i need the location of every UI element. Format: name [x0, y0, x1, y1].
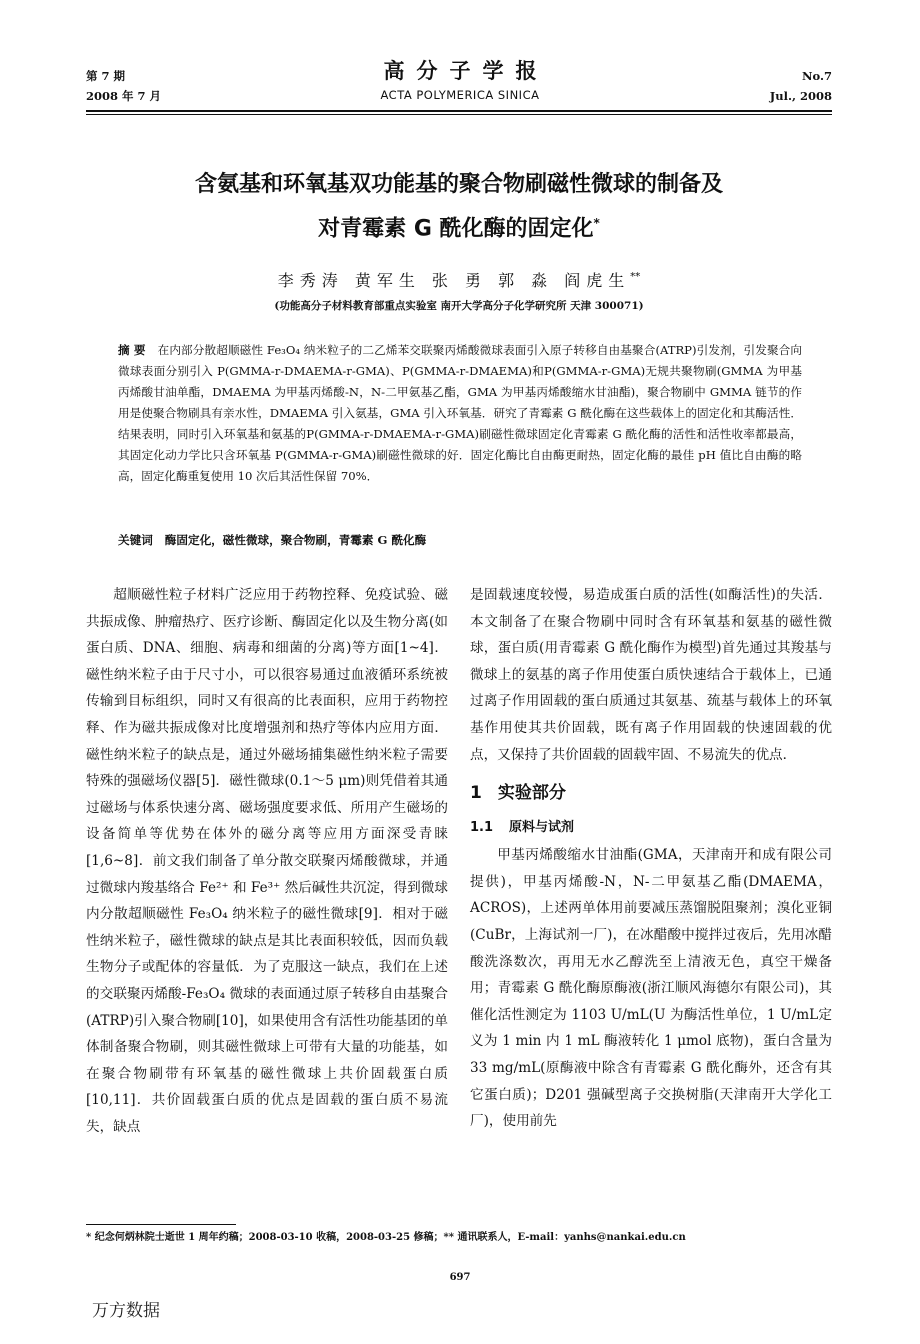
issue-cn: 第 7 期: [86, 69, 126, 83]
section-title: 实验部分: [497, 783, 566, 804]
author-list: [86, 268, 832, 291]
abstract: [118, 340, 802, 487]
keywords-label: 关键词: [118, 533, 153, 547]
page-number: 697: [449, 1272, 471, 1283]
keywords: [118, 530, 802, 550]
intro-paragraph: 超顺磁性粒子材料广泛应用于药物控释、免疫试验、磁共振成像、肿瘤热疗、医疗诊断、酶固定化以及生物分离(如蛋白质、DNA、细胞、病毒和细菌的分离)等方面[1~4]．磁性纳米粒子由于尺寸小，可以很容易通过血液循环系统被传输到目标组织，同时又有很高的比表面积，应用于药物控释、作为磁共振成像对比度增强剂和热疗等体内应用方面．磁性纳米粒子的缺点是，通过外磁场捕集磁性纳米粒子需要特殊的强磁场仪器[5]．磁性微球(0.1～5 μm)则凭借着其通过磁场与体系快速分离、磁场强度要求低、所用产生磁场的设备简单等优势在体外的磁分离等应用方面深受青睐[1,6~8]．前文我们制备了单分散交联聚丙烯酸微球，并通过微球内羧基络合 Fe²⁺ 和 Fe³⁺ 然后碱性共沉淀，得到微球内分散超顺磁性 Fe₃O₄ 纳米粒子的磁性微球[9]．相对于磁性纳米粒子，磁性微球的缺点是其比表面积较低，因而负载生物分子或配体的容量低．为了克服这一缺点，我们在上述的交联聚丙烯酸-Fe₃O₄ 微球的表面通过原子转移自由基聚合(ATRP)引入聚合物刷[10]，如果使用含有活性功能基团的单体制备聚合物刷，则其磁性微球上可带有大量的功能基，如在聚合物刷带有环氧基的磁性微球上共价固载蛋白质[10,11]．共价固载蛋白质的优点是固载的蛋白质不易流失，缺点: [86, 587, 448, 1135]
subsection-heading: [470, 816, 832, 840]
subsection-title: 原料与试剂: [509, 820, 575, 836]
affiliation: (功能高分子材料教育部重点实验室 南开大学高分子化学研究所 天津 300071): [274, 300, 644, 312]
section-number: 1: [470, 783, 482, 804]
header-issue-right: [770, 66, 832, 106]
date-en: Jul., 2008: [769, 89, 832, 103]
title-footnote-mark: *: [593, 216, 600, 230]
intro-paragraph-continued: 是固载速度较慢，易造成蛋白质的活性(如酶活性)的失活．本文制备了在聚合物刷中同时含有环氧基和氨基的磁性微球，蛋白质(用青霉素 G 酰化酶作为模型)首先通过其羧基与微球上的氨基的离子作用使蛋白质快速结合于载体上，已通过离子作用固载的蛋白质通过其氨基、巯基与载体上的环氧基作用使其共价固载，既有离子作用固载的快速固载的优点，又保持了共价固载的固载牢固、不易流失的优点．: [470, 587, 832, 763]
body-column-left: [86, 582, 448, 1140]
abstract-label: 摘 要: [118, 343, 146, 357]
issue-en: No.7: [802, 69, 832, 83]
title-line-1: 含氨基和环氧基双功能基的聚合物刷磁性微球的制备及: [194, 172, 723, 197]
materials-paragraph: 甲基丙烯酸缩水甘油酯(GMA，天津南开和成有限公司提供)，甲基丙烯酸-N，N-二甲氨基乙酯(DMAEMA，ACROS)，上述两单体用前要减压蒸馏脱阻聚剂；溴化亚铜(CuBr，上海试剂一厂)，在冰醋酸中搅拌过夜后，先用冰醋酸洗涤数次，再用无水乙醇洗至上清液无色，真空干燥备用；青霉素 G 酰化酶原酶液(浙江顺风海德尔有限公司)，其催化活性测定为 1103 U/mL(U 为酶活性单位，1 U/mL定义为 1 min 内 1 mL 酶液转化 1 μmol 底物)，蛋白含量为 33 mg/mL(原酶液中除含有青霉素 G 酰化酶外，还含有其它蛋白质)；D201 强碱型离子交换树脂(天津南开大学化工厂)，使用前先: [470, 847, 832, 1130]
header-issue-left: [86, 66, 161, 106]
title-line-2-wrap: [86, 204, 832, 248]
paper-title: [86, 166, 832, 248]
source-watermark: 万方数据: [92, 1301, 160, 1321]
footnote: * 纪念何炳林院士逝世 1 周年约稿；2008-03-10 收稿，2008-03-25 修稿；** 通讯联系人，E-mail：yanhs@nankai.edu.cn: [86, 1232, 686, 1243]
title-line-2: 对青霉素 G 酰化酶的固定化: [318, 216, 594, 242]
journal-name-en: ACTA POLYMERICA SINICA: [380, 88, 540, 102]
abstract-text: 在内部分散超顺磁性 Fe₃O₄ 纳米粒子的二乙烯苯交联聚丙烯酸微球表面引入原子转移自由基聚合(ATRP)引发剂，引发聚合向微球表面分别引入 P(GMMA-r-DMAEMA-r-GMA)、P(GMMA-r-DMAEMA)和P(GMMA-r-GMA)无规共聚物刷(GMMA 为甲基丙烯酸甘油单酯，DMAEMA 为甲基丙烯酸-N，N-二甲氨基乙酯，GMA 为甲基丙烯酸缩水甘油酯)，聚合物刷中 GMMA 链节的作用是使聚合物刷具有亲水性，DMAEMA 引入氨基，GMA 引入环氧基．研究了青霉素 G 酰化酶在这些载体上的固定化和其酶活性．结果表明，同时引入环氧基和氨基的P(GMMA-r-DMAEMA-r-GMA)刷磁性微球固定化青霉素 G 酰化酶的活性和活性收率都最高，其固定化动力学比只含环氧基 P(GMMA-r-GMA)刷磁性微球的好．固定化酶比自由酶更耐热，固定化酶的最佳 pH 值比自由酶的略高，固定化酶重复使用 10 次后其活性保留 70%．: [118, 343, 802, 483]
author-names: 李秀涛 黄军生 张 勇 郭 淼 阎虎生: [277, 271, 631, 290]
header-rule-thin: [86, 114, 832, 115]
section-heading: [470, 780, 832, 806]
journal-masthead: [330, 56, 590, 102]
body-column-right: [470, 582, 832, 1135]
header-rule-thick: [86, 110, 832, 112]
footnote-rule: [86, 1224, 236, 1225]
subsection-number: 1.1: [470, 820, 494, 836]
corresponding-mark: **: [630, 271, 641, 283]
date-cn: 2008 年 7 月: [86, 89, 162, 103]
keywords-text: 酶固定化，磁性微球，聚合物刷，青霉素 G 酰化酶: [164, 533, 427, 547]
journal-name-cn: 高分子学报: [383, 58, 549, 83]
